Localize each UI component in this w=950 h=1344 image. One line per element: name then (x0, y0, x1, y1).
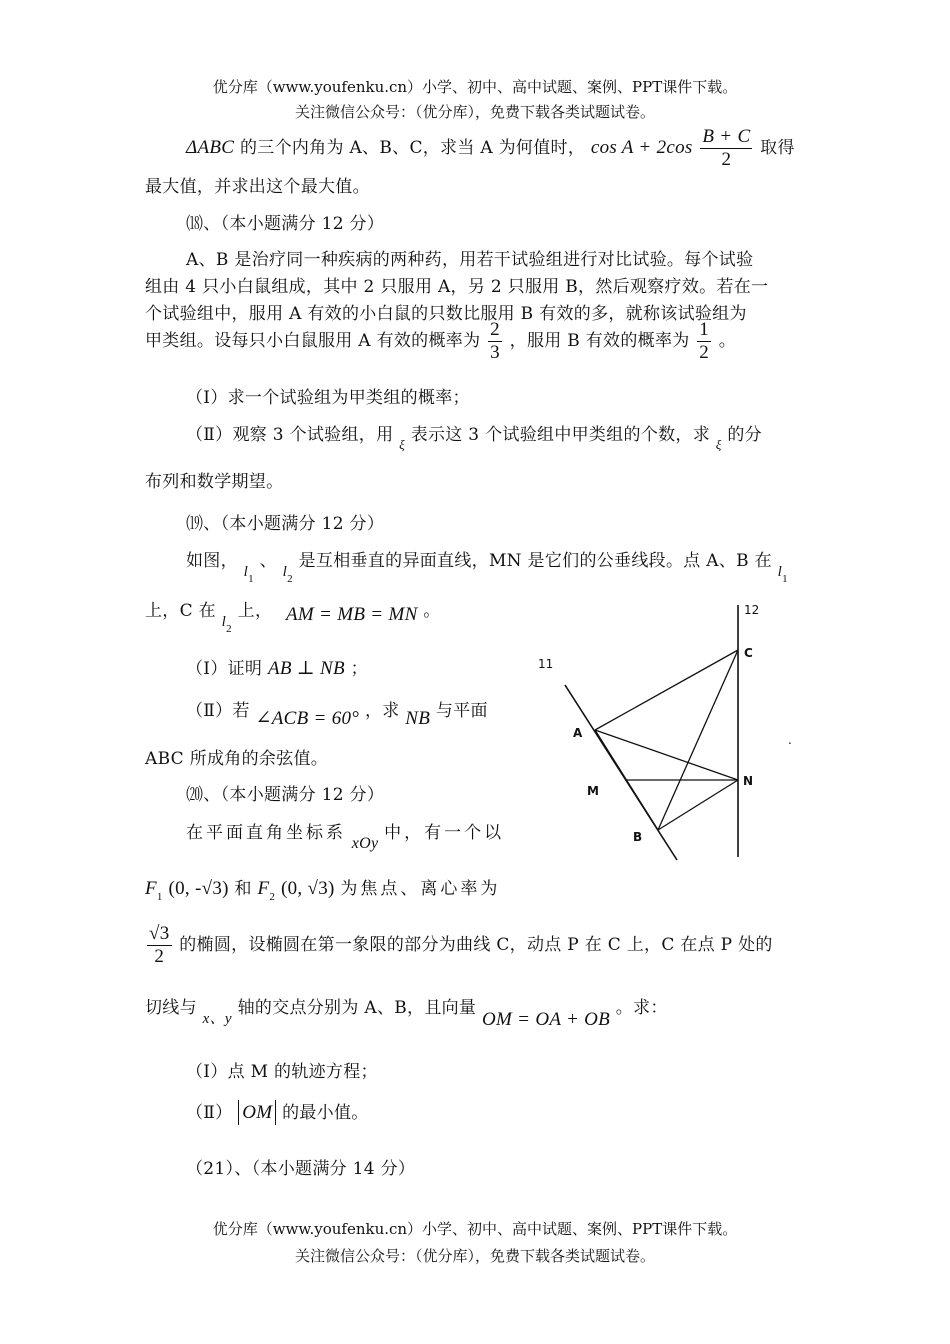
prob-a-fraction (488, 319, 502, 364)
triangle-abc: ΔABC (186, 137, 235, 158)
segment-nb: NB (405, 708, 431, 729)
q18-line-4b: ，服用 B 有效的概率为 (509, 331, 690, 351)
q19-part-2-cont: ABC 所成角的余弦值。 (145, 749, 329, 769)
q18-line-4a: 甲类组。设每只小白鼠服用 A 有效的概率为 (145, 331, 481, 351)
segment-an (595, 730, 738, 780)
segment-bc (658, 650, 738, 830)
perp-statement: AB ⊥ NB (267, 658, 345, 679)
vector-equation: OM = OA + OB (481, 1009, 611, 1030)
q20-part-2a: （Ⅱ） (186, 1103, 233, 1123)
q20-line-1 (186, 818, 504, 853)
eccentricity-num: √3 (149, 923, 170, 944)
focus-f2-coord: (0, √3) (280, 878, 335, 899)
prob-b-fraction (697, 319, 711, 364)
q19-line-1 (186, 546, 788, 585)
q20-part-1: （Ⅰ）点 M 的轨迹方程； (186, 1062, 378, 1082)
focus-f2 (257, 878, 276, 903)
q19-part-2b: ，求 (364, 701, 400, 721)
equal-segments: AM = MB = MN (285, 604, 418, 625)
label-n: N (743, 774, 754, 788)
q17-frac-num: B + C (702, 126, 751, 147)
q18-line-4 (145, 318, 736, 364)
f1-letter: F (145, 878, 157, 899)
q18-part-2-cont: 布列和数学期望。 (145, 472, 284, 492)
q18-part-2b: 表示这 3 个试验组中甲类组的个数，求 (410, 425, 711, 445)
q20-line-2b: 为焦点、离心率为 (340, 879, 501, 899)
f1-subscript: 1 (156, 891, 163, 903)
eccentricity-den: 2 (154, 946, 165, 967)
q20-line-3-text: 的椭圆，设椭圆在第一象限的部分为曲线 C，动点 P 在 C 上，C 在点 P 处的 (179, 935, 773, 955)
q18-part-1: （Ⅰ）求一个试验组为甲类组的概率； (186, 388, 470, 408)
l2-symbol-2: l (221, 614, 227, 630)
segment-ac (595, 650, 738, 730)
prob-a-num: 2 (490, 319, 500, 340)
q18-line-2: 组由 4 只小白鼠组成，其中 2 只服用 A，另 2 只服用 B，然后观察疗效。若在一 (145, 277, 769, 297)
q18-part-2c: 的分 (727, 425, 762, 445)
q19-part-2c: 与平面 (435, 701, 488, 721)
q20-line-4a: 切线与 (145, 998, 197, 1018)
q20-line-1b: 中，有一个以 (384, 823, 505, 843)
line-l2 (282, 564, 293, 585)
f2-subscript: 2 (269, 891, 276, 903)
label-l1: 11 (538, 657, 554, 671)
stray-dot: . (788, 733, 792, 747)
q20-part-2 (186, 1098, 369, 1124)
header-line-1: 优分库（www.youfenku.cn）小学、初中、高中试题、案例、PPT课件下载。 (212, 78, 738, 96)
eccentricity-fraction (147, 923, 172, 968)
q17-fraction (700, 126, 752, 171)
q18-line-1: A、B 是治疗同一种疾病的两种药，用若干试验组进行对比试验。每个试验 (186, 250, 754, 270)
segment-bn (658, 780, 738, 830)
q19-line-2a: 上，C 在 (145, 601, 216, 621)
q21-title: （21）、（本小题满分 14 分） (186, 1159, 416, 1179)
label-c: C (744, 646, 753, 660)
coord-system-xoy: xOy (351, 835, 379, 852)
q19-eq-end: 。 (423, 601, 441, 621)
q20-and: 和 (234, 879, 252, 899)
q18-line-3: 个试验组中，服用 A 有效的小白鼠的只数比服用 B 有效的多，就称该试验组为 (145, 304, 747, 324)
q17-frac-den: 2 (721, 149, 732, 170)
q19-line-2b: 上， (237, 601, 273, 621)
footer-line-1: 优分库（www.youfenku.cn）小学、初中、高中试题、案例、PPT课件下载。 (212, 1220, 738, 1238)
q20-part-2b: 的最小值。 (282, 1103, 369, 1123)
l2-subscript-2: 2 (226, 623, 232, 635)
l1-symbol: l (243, 564, 249, 580)
prob-b-den: 2 (699, 342, 710, 363)
line-l1 (243, 564, 254, 585)
line-l1-2 (777, 564, 788, 585)
q20-line-4b: 轴的交点分别为 A、B，且向量 (237, 998, 477, 1018)
q19-title: ⒆、（本小题满分 12 分） (186, 514, 385, 534)
line-l2-2 (221, 614, 232, 635)
q18-line-4c: 。 (718, 331, 737, 351)
q19-line-2 (145, 596, 441, 635)
q20-line-2 (145, 874, 500, 903)
q19-part-2 (186, 696, 488, 730)
l1-symbol-2: l (777, 564, 783, 580)
q17-text-2: 取得 (760, 138, 795, 158)
header-line-2: 关注微信公众号：（优分库），免费下载各类试题试卷。 (294, 103, 655, 121)
prob-b-num: 1 (699, 319, 710, 340)
q18-title: ⒅、（本小题满分 12 分） (186, 214, 385, 234)
focus-f1 (145, 878, 163, 903)
q18-part-2 (186, 420, 762, 453)
q20-line-4c: 。求： (615, 998, 668, 1018)
axes-xy: x、y (202, 1011, 232, 1027)
l1-subscript-2: 1 (782, 573, 788, 585)
q17-line-1 (186, 126, 795, 171)
geometry-figure (520, 595, 820, 870)
footer-line-2: 关注微信公众号：（优分库），免费下载各类试题试卷。 (294, 1247, 655, 1265)
l2-symbol: l (282, 564, 288, 580)
q19-sep: 、 (259, 551, 277, 571)
label-b: B (633, 830, 643, 844)
q19-part-2a: （Ⅱ）若 (186, 701, 250, 721)
q20-title: ⒇、（本小题满分 12 分） (186, 785, 385, 805)
xi-symbol: ξ (399, 437, 405, 452)
f2-letter: F (257, 878, 270, 899)
q19-part-1 (186, 654, 368, 680)
q20-line-3 (145, 922, 773, 968)
l1-subscript: 1 (248, 573, 254, 585)
q18-part-2a: （Ⅱ）观察 3 个试验组，用 (186, 425, 394, 445)
line-l1-figure (565, 685, 677, 860)
om-magnitude: OM (238, 1100, 276, 1125)
q17-expression: cos A + 2cos (590, 137, 693, 158)
q20-line-1a: 在平面直角坐标系 (186, 823, 346, 843)
l2-subscript: 2 (287, 573, 293, 585)
q19-line-1b: 是互相垂直的异面直线，MN 是它们的公垂线段。点 A、B 在 (298, 551, 772, 571)
prob-a-den: 3 (490, 342, 500, 363)
q19-line-1a: 如图， (186, 551, 238, 571)
q20-line-4 (145, 993, 668, 1031)
q19-part-1b: ； (350, 659, 368, 679)
label-m: M (587, 784, 599, 798)
label-l2: 12 (744, 603, 760, 617)
angle-acb: ∠ACB = 60° (255, 708, 360, 729)
q17-text-1: 的三个内角为 A、B、C，求当 A 为何值时， (239, 138, 586, 158)
q19-part-1a: （Ⅰ）证明 (186, 659, 263, 679)
label-a: A (573, 726, 583, 740)
q17-line-2: 最大值，并求出这个最大值。 (145, 177, 370, 197)
xi-symbol-2: ξ (715, 437, 722, 452)
focus-f1-coord: (0, -√3) (168, 878, 229, 899)
